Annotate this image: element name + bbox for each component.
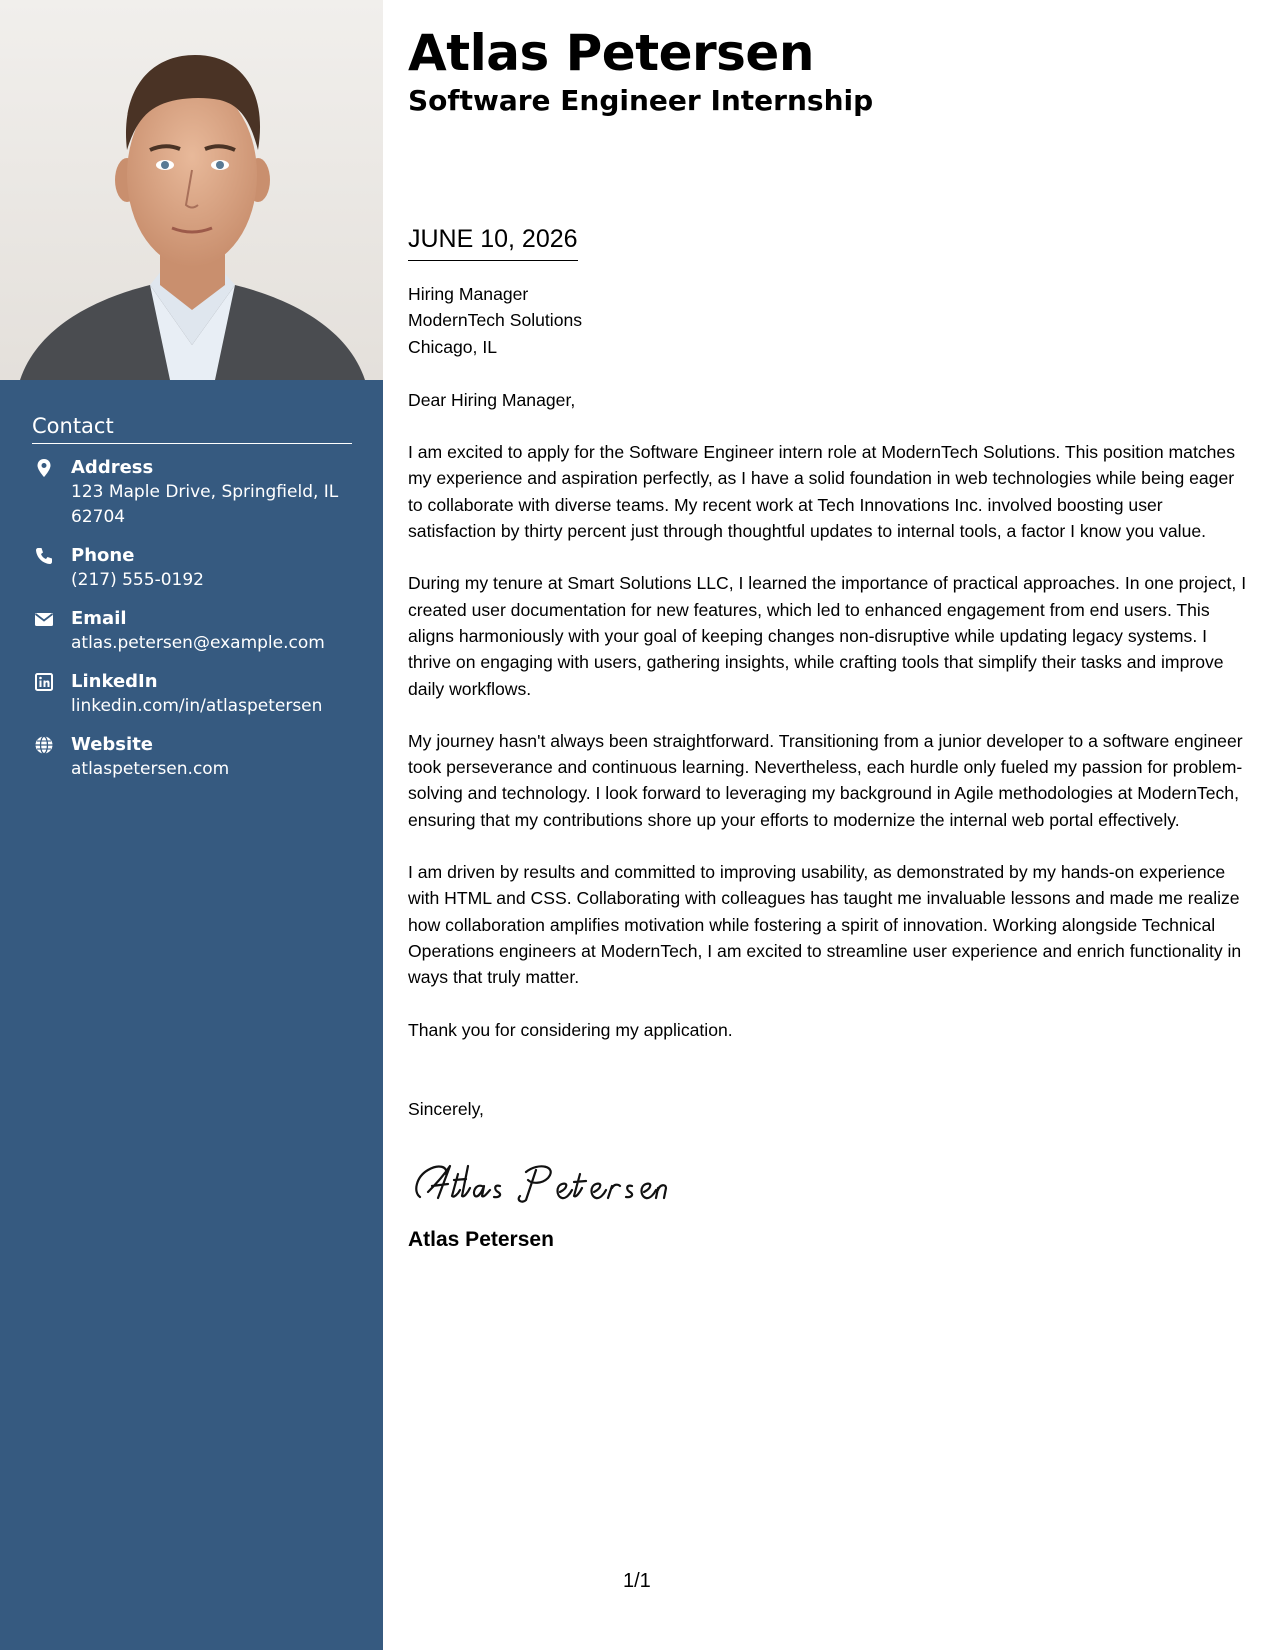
paragraph: My journey hasn't always been straightforward. Transitioning from a junior developer to a software engineer took perseverance and continuous learning. Nevertheless, each hurdle only fueled my passion for problem-solving and technology. I look forward to leveraging my background in Agile methodologies at ModernTech, ensuring that my contributions shore up your efforts to modernize the internal web portal effectively. bbox=[408, 730, 1243, 830]
contact-item-phone bbox=[32, 544, 352, 593]
contact-item-address bbox=[32, 456, 352, 530]
applicant-name: Atlas Petersen bbox=[408, 24, 814, 82]
letter-date: JUNE 10, 2026 bbox=[408, 222, 578, 261]
page-number: 1/1 bbox=[623, 1570, 651, 1592]
contact-item-website bbox=[32, 733, 352, 782]
website-value[interactable]: atlaspetersen.com bbox=[71, 759, 230, 779]
contact-label: Phone bbox=[71, 545, 135, 566]
email-value[interactable]: atlas.petersen@example.com bbox=[71, 633, 325, 653]
letter-body bbox=[408, 281, 1248, 1254]
main-content bbox=[408, 22, 1248, 1252]
paragraph: Thank you for considering my application. bbox=[408, 1019, 733, 1040]
sidebar bbox=[0, 0, 383, 1650]
job-title: Software Engineer Internship bbox=[408, 84, 874, 117]
phone-value: (217) 555-0192 bbox=[71, 570, 204, 590]
globe-icon bbox=[34, 735, 54, 755]
contact-label: Address bbox=[71, 457, 154, 478]
recipient-line: ModernTech Solutions bbox=[408, 310, 583, 331]
handwritten-signature bbox=[408, 1152, 1248, 1212]
recipient-line: Chicago, IL bbox=[408, 336, 497, 357]
phone-icon bbox=[34, 546, 54, 566]
contact-label: Website bbox=[71, 734, 154, 755]
contact-item-email bbox=[32, 607, 352, 656]
envelope-icon bbox=[34, 609, 54, 629]
paragraph: During my tenure at Smart Solutions LLC, I learned the importance of practical approaches. In one project, I created user documentation for new features, which led to enhanced engagement from end users. This aligns harmoniously with your goal of keeping changes non-disruptive while updating legacy systems. I thrive on engaging with users, gathering insights, while crafting tools that simplify their tasks and improve daily workflows. bbox=[408, 573, 1247, 699]
address-value: 123 Maple Drive, Springfield, IL 62704 bbox=[71, 482, 339, 527]
contact-label: LinkedIn bbox=[71, 671, 158, 692]
signer-name: Atlas Petersen bbox=[408, 1228, 554, 1252]
recipient-block bbox=[408, 281, 1248, 360]
recipient-line: Hiring Manager bbox=[408, 284, 529, 304]
contact-label: Email bbox=[71, 608, 127, 629]
contact-section bbox=[32, 413, 352, 796]
salutation: Dear Hiring Manager, bbox=[408, 389, 576, 410]
contact-title: Contact bbox=[32, 413, 352, 444]
paragraph: I am excited to apply for the Software Engineer intern role at ModernTech Solutions. This position matches my experience and aspiration perfectly, as I have a solid foundation in web technologies while being eager to collaborate with diverse teams. My recent work at Tech Innovations Inc. involved boosting user satisfaction by thirty percent just through thoughtful updates to internal tools, a factor I know you value. bbox=[408, 442, 1236, 542]
paragraph: I am driven by results and committed to improving usability, as demonstrated by my hands-on experience with HTML and CSS. Collaborating with colleagues has taught me invaluable lessons and made me realize how collaboration amplifies motivation while fostering a spirit of innovation. Working alongside Technical Operations engineers at ModernTech, I am excited to streamline user experience and enrich functionality in ways that truly matter. bbox=[408, 862, 1242, 988]
profile-photo bbox=[0, 0, 383, 380]
linkedin-value[interactable]: linkedin.com/in/atlaspetersen bbox=[71, 696, 323, 716]
closing: Sincerely, bbox=[408, 1098, 484, 1119]
linkedin-icon bbox=[34, 672, 54, 692]
contact-item-linkedin bbox=[32, 670, 352, 719]
map-pin-icon bbox=[34, 458, 54, 478]
